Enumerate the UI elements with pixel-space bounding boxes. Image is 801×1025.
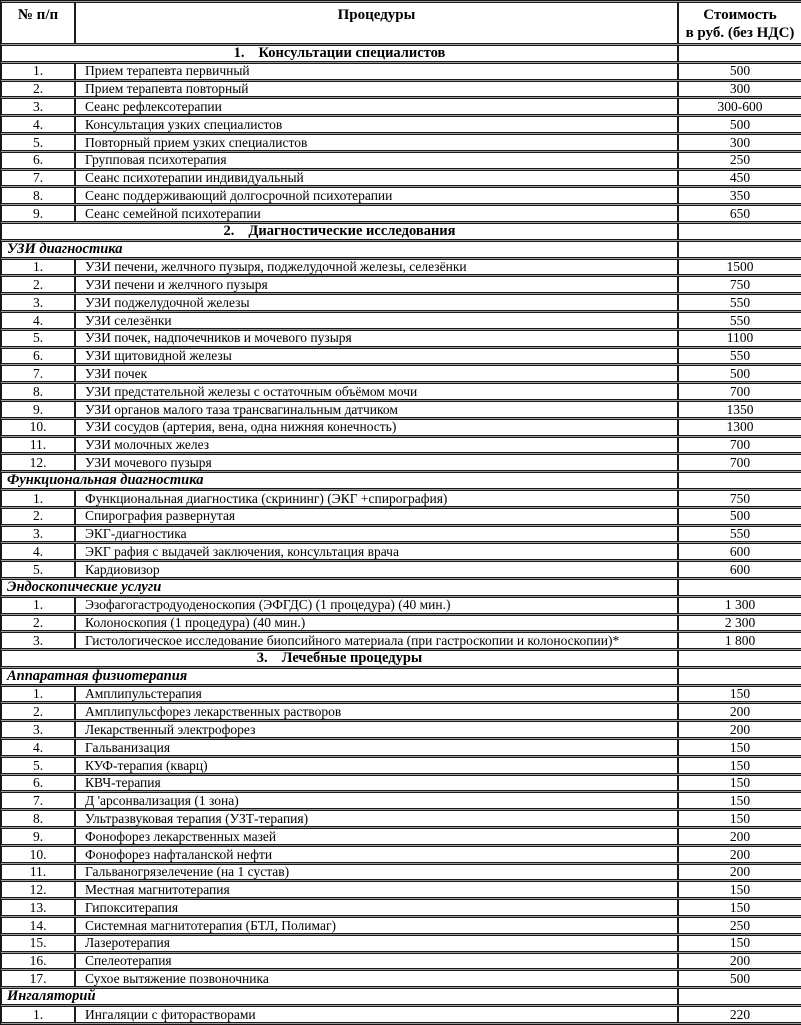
subsection-row xyxy=(1,472,801,489)
procedure-name: УЗИ предстательной железы с остаточным объёмом мочи xyxy=(75,383,678,400)
table-row xyxy=(1,365,801,382)
table-row xyxy=(1,543,801,560)
table-row xyxy=(1,917,801,934)
procedure-name: Сеанс семейной психотерапии xyxy=(75,205,678,222)
procedure-name: Д 'арсонвализация (1 зона) xyxy=(75,792,678,809)
row-number: 13. xyxy=(1,899,75,916)
price-value: 600 xyxy=(678,543,801,560)
row-number: 11. xyxy=(1,437,75,454)
row-number: 1. xyxy=(1,686,75,703)
price-value: 500 xyxy=(678,116,801,133)
row-number: 1. xyxy=(1,63,75,80)
row-number: 3. xyxy=(1,632,75,649)
table-row xyxy=(1,935,801,952)
row-number: 4. xyxy=(1,312,75,329)
procedure-name: УЗИ печени, желчного пузыря, поджелудочной железы, селезёнки xyxy=(75,259,678,276)
table-row xyxy=(1,615,801,632)
table-row xyxy=(1,508,801,525)
section-row xyxy=(1,223,801,240)
subsection-row xyxy=(1,579,801,596)
procedure-name: УЗИ поджелудочной железы xyxy=(75,294,678,311)
row-number: 9. xyxy=(1,828,75,845)
row-number: 10. xyxy=(1,846,75,863)
header-row xyxy=(1,2,801,44)
section-number: 3. xyxy=(256,650,268,667)
row-number: 5. xyxy=(1,561,75,578)
row-number: 9. xyxy=(1,401,75,418)
table-row xyxy=(1,792,801,809)
section-title xyxy=(1,223,678,240)
price-value: 150 xyxy=(678,881,801,898)
price-value: 1 800 xyxy=(678,632,801,649)
price-value: 250 xyxy=(678,152,801,169)
row-number: 1. xyxy=(1,1006,75,1023)
row-number: 8. xyxy=(1,187,75,204)
table-row xyxy=(1,276,801,293)
subsection-row xyxy=(1,668,801,685)
procedure-name: УЗИ органов малого таза трансвагинальным датчиком xyxy=(75,401,678,418)
procedure-name: Лекарственный электрофорез xyxy=(75,721,678,738)
table-row xyxy=(1,98,801,115)
price-value: 500 xyxy=(678,970,801,987)
price-value: 700 xyxy=(678,437,801,454)
table-row xyxy=(1,170,801,187)
procedure-name: УЗИ селезёнки xyxy=(75,312,678,329)
subsection-title: Эндоскопические услуги xyxy=(1,579,678,596)
row-number: 12. xyxy=(1,881,75,898)
col-header-procedure: Процедуры xyxy=(75,2,678,44)
table-row xyxy=(1,259,801,276)
price-value: 250 xyxy=(678,917,801,934)
price-cell-empty xyxy=(678,668,801,685)
procedure-name: Гипокситерапия xyxy=(75,899,678,916)
row-number: 10. xyxy=(1,419,75,436)
price-value: 1500 xyxy=(678,259,801,276)
row-number: 2. xyxy=(1,508,75,525)
procedure-name: Сухое вытяжение позвоночника xyxy=(75,970,678,987)
price-value: 300-600 xyxy=(678,98,801,115)
price-value: 150 xyxy=(678,775,801,792)
price-value: 750 xyxy=(678,490,801,507)
col-header-price-line1: Стоимость xyxy=(703,7,777,23)
price-value: 450 xyxy=(678,170,801,187)
price-value: 150 xyxy=(678,686,801,703)
row-number: 3. xyxy=(1,294,75,311)
row-number: 4. xyxy=(1,543,75,560)
table-row xyxy=(1,953,801,970)
row-number: 2. xyxy=(1,276,75,293)
procedure-name: Эзофагогастродуоденоскопия (ЭФГДС) (1 процедура) (40 мин.) xyxy=(75,597,678,614)
section-row xyxy=(1,45,801,62)
procedure-name: Групповая психотерапия xyxy=(75,152,678,169)
price-value: 600 xyxy=(678,561,801,578)
table-row xyxy=(1,401,801,418)
col-header-price xyxy=(678,2,801,44)
row-number: 7. xyxy=(1,170,75,187)
table-row xyxy=(1,348,801,365)
section-title xyxy=(1,650,678,667)
table-row xyxy=(1,597,801,614)
table-row xyxy=(1,312,801,329)
price-value: 200 xyxy=(678,846,801,863)
table-row xyxy=(1,846,801,863)
subsection-row xyxy=(1,241,801,258)
price-value: 150 xyxy=(678,810,801,827)
table-row xyxy=(1,703,801,720)
row-number: 5. xyxy=(1,134,75,151)
table-row xyxy=(1,775,801,792)
procedure-name: УЗИ печени и желчного пузыря xyxy=(75,276,678,293)
table-row xyxy=(1,1006,801,1023)
price-value: 150 xyxy=(678,739,801,756)
row-number: 1. xyxy=(1,259,75,276)
row-number: 6. xyxy=(1,152,75,169)
row-number: 4. xyxy=(1,116,75,133)
table-row xyxy=(1,970,801,987)
procedure-name: Консультация узких специалистов xyxy=(75,116,678,133)
price-value: 750 xyxy=(678,276,801,293)
row-number: 7. xyxy=(1,792,75,809)
table-row xyxy=(1,739,801,756)
price-cell-empty xyxy=(678,241,801,258)
price-value: 200 xyxy=(678,828,801,845)
row-number: 4. xyxy=(1,739,75,756)
row-number: 12. xyxy=(1,454,75,471)
procedure-name: Фонофорез лекарственных мазей xyxy=(75,828,678,845)
section-number: 2. xyxy=(223,223,235,240)
table-row xyxy=(1,810,801,827)
price-value: 550 xyxy=(678,312,801,329)
row-number: 16. xyxy=(1,953,75,970)
table-row xyxy=(1,864,801,881)
table-row xyxy=(1,330,801,347)
col-header-num: № п/п xyxy=(1,2,75,44)
procedure-name: Спирография развернутая xyxy=(75,508,678,525)
row-number: 8. xyxy=(1,383,75,400)
procedure-name: УЗИ щитовидной железы xyxy=(75,348,678,365)
price-cell-empty xyxy=(678,45,801,62)
price-value: 200 xyxy=(678,864,801,881)
procedure-name: Колоноскопия (1 процедура) (40 мин.) xyxy=(75,615,678,632)
procedure-name: Ингаляции с фиторастворами xyxy=(75,1006,678,1023)
row-number: 17. xyxy=(1,970,75,987)
table-row xyxy=(1,526,801,543)
procedure-name: УЗИ мочевого пузыря xyxy=(75,454,678,471)
procedure-name: Спелеотерапия xyxy=(75,953,678,970)
procedure-name: ЭКГ рафия с выдачей заключения, консультация врача xyxy=(75,543,678,560)
price-value: 1 300 xyxy=(678,597,801,614)
table-row xyxy=(1,881,801,898)
procedure-name: Фонофорез нафталанской нефти xyxy=(75,846,678,863)
table-row xyxy=(1,116,801,133)
price-value: 150 xyxy=(678,757,801,774)
procedure-name: Кардиовизор xyxy=(75,561,678,578)
price-value: 550 xyxy=(678,526,801,543)
section-label: Лечебные процедуры xyxy=(281,650,423,667)
price-value: 500 xyxy=(678,63,801,80)
price-value: 550 xyxy=(678,294,801,311)
row-number: 14. xyxy=(1,917,75,934)
procedure-name: УЗИ почек, надпочечников и мочевого пузыря xyxy=(75,330,678,347)
procedure-name: УЗИ сосудов (артерия, вена, одна нижняя конечность) xyxy=(75,419,678,436)
row-number: 3. xyxy=(1,721,75,738)
price-value: 150 xyxy=(678,899,801,916)
procedure-name: Гальваногрязелечение (на 1 сустав) xyxy=(75,864,678,881)
table-row xyxy=(1,134,801,151)
price-value: 150 xyxy=(678,935,801,952)
procedure-name: Сеанс рефлексотерапии xyxy=(75,98,678,115)
price-value: 300 xyxy=(678,134,801,151)
procedure-name: КВЧ-терапия xyxy=(75,775,678,792)
table-row xyxy=(1,899,801,916)
price-value: 700 xyxy=(678,383,801,400)
procedure-name: Функциональная диагностика (скрининг) (ЭКГ +спирография) xyxy=(75,490,678,507)
row-number: 2. xyxy=(1,615,75,632)
row-number: 6. xyxy=(1,775,75,792)
price-cell-empty xyxy=(678,650,801,667)
procedure-name: Лазеротерапия xyxy=(75,935,678,952)
table-row xyxy=(1,294,801,311)
table-row xyxy=(1,437,801,454)
subsection-title: УЗИ диагностика xyxy=(1,241,678,258)
price-value: 500 xyxy=(678,508,801,525)
procedure-name: Сеанс психотерапии индивидуальный xyxy=(75,170,678,187)
row-number: 3. xyxy=(1,526,75,543)
procedure-name: Ультразвуковая терапия (УЗТ-терапия) xyxy=(75,810,678,827)
procedure-name: Сеанс поддерживающий долгосрочной психотерапии xyxy=(75,187,678,204)
subsection-title: Ингаляторий xyxy=(1,988,678,1005)
procedure-name: Прием терапевта повторный xyxy=(75,81,678,98)
row-number: 2. xyxy=(1,81,75,98)
row-number: 15. xyxy=(1,935,75,952)
price-cell-empty xyxy=(678,579,801,596)
procedure-name: Гальванизация xyxy=(75,739,678,756)
procedure-name: Местная магнитотерапия xyxy=(75,881,678,898)
price-cell-empty xyxy=(678,223,801,240)
price-value: 1100 xyxy=(678,330,801,347)
row-number: 7. xyxy=(1,365,75,382)
price-cell-empty xyxy=(678,988,801,1005)
procedure-name: УЗИ молочных желез xyxy=(75,437,678,454)
procedure-name: ЭКГ-диагностика xyxy=(75,526,678,543)
procedure-name: КУФ-терапия (кварц) xyxy=(75,757,678,774)
table-row xyxy=(1,419,801,436)
row-number: 1. xyxy=(1,597,75,614)
table-row xyxy=(1,828,801,845)
subsection-title: Аппаратная физиотерапия xyxy=(1,668,678,685)
table-row xyxy=(1,63,801,80)
price-cell-empty xyxy=(678,472,801,489)
subsection-row xyxy=(1,988,801,1005)
price-value: 200 xyxy=(678,953,801,970)
table-row xyxy=(1,561,801,578)
price-value: 200 xyxy=(678,703,801,720)
section-label: Диагностические исследования xyxy=(248,223,456,240)
price-value: 500 xyxy=(678,365,801,382)
col-header-price-line2: в руб. (без НДС) xyxy=(685,25,795,41)
price-value: 650 xyxy=(678,205,801,222)
table-row xyxy=(1,454,801,471)
procedure-name: Системная магнитотерапия (БТЛ, Полимаг) xyxy=(75,917,678,934)
subsection-title: Функциональная диагностика xyxy=(1,472,678,489)
procedure-name: Амплипульсфорез лекарственных растворов xyxy=(75,703,678,720)
section-row xyxy=(1,650,801,667)
procedure-name: Амплипульстерапия xyxy=(75,686,678,703)
row-number: 5. xyxy=(1,330,75,347)
price-value: 150 xyxy=(678,792,801,809)
price-value: 2 300 xyxy=(678,615,801,632)
table-row xyxy=(1,757,801,774)
section-title xyxy=(1,45,678,62)
price-value: 1300 xyxy=(678,419,801,436)
table-row xyxy=(1,721,801,738)
procedure-name: УЗИ почек xyxy=(75,365,678,382)
table-row xyxy=(1,632,801,649)
table-row xyxy=(1,686,801,703)
price-value: 350 xyxy=(678,187,801,204)
price-value: 700 xyxy=(678,454,801,471)
price-value: 200 xyxy=(678,721,801,738)
section-number: 1. xyxy=(233,45,245,62)
row-number: 11. xyxy=(1,864,75,881)
table-row xyxy=(1,490,801,507)
row-number: 1. xyxy=(1,490,75,507)
procedure-name: Гистологическое исследование биопсийного материала (при гастроскопии и колоноскопии)* xyxy=(75,632,678,649)
price-value: 220 xyxy=(678,1006,801,1023)
row-number: 3. xyxy=(1,98,75,115)
price-value: 550 xyxy=(678,348,801,365)
table-row xyxy=(1,187,801,204)
row-number: 2. xyxy=(1,703,75,720)
row-number: 6. xyxy=(1,348,75,365)
row-number: 9. xyxy=(1,205,75,222)
price-value: 300 xyxy=(678,81,801,98)
table-row xyxy=(1,383,801,400)
price-table-body xyxy=(1,45,801,1023)
table-row xyxy=(1,81,801,98)
price-value: 1350 xyxy=(678,401,801,418)
procedure-name: Повторный прием узких специалистов xyxy=(75,134,678,151)
row-number: 5. xyxy=(1,757,75,774)
table-row xyxy=(1,152,801,169)
procedure-name: Прием терапевта первичный xyxy=(75,63,678,80)
section-label: Консультации специалистов xyxy=(258,45,446,62)
table-row xyxy=(1,205,801,222)
row-number: 8. xyxy=(1,810,75,827)
